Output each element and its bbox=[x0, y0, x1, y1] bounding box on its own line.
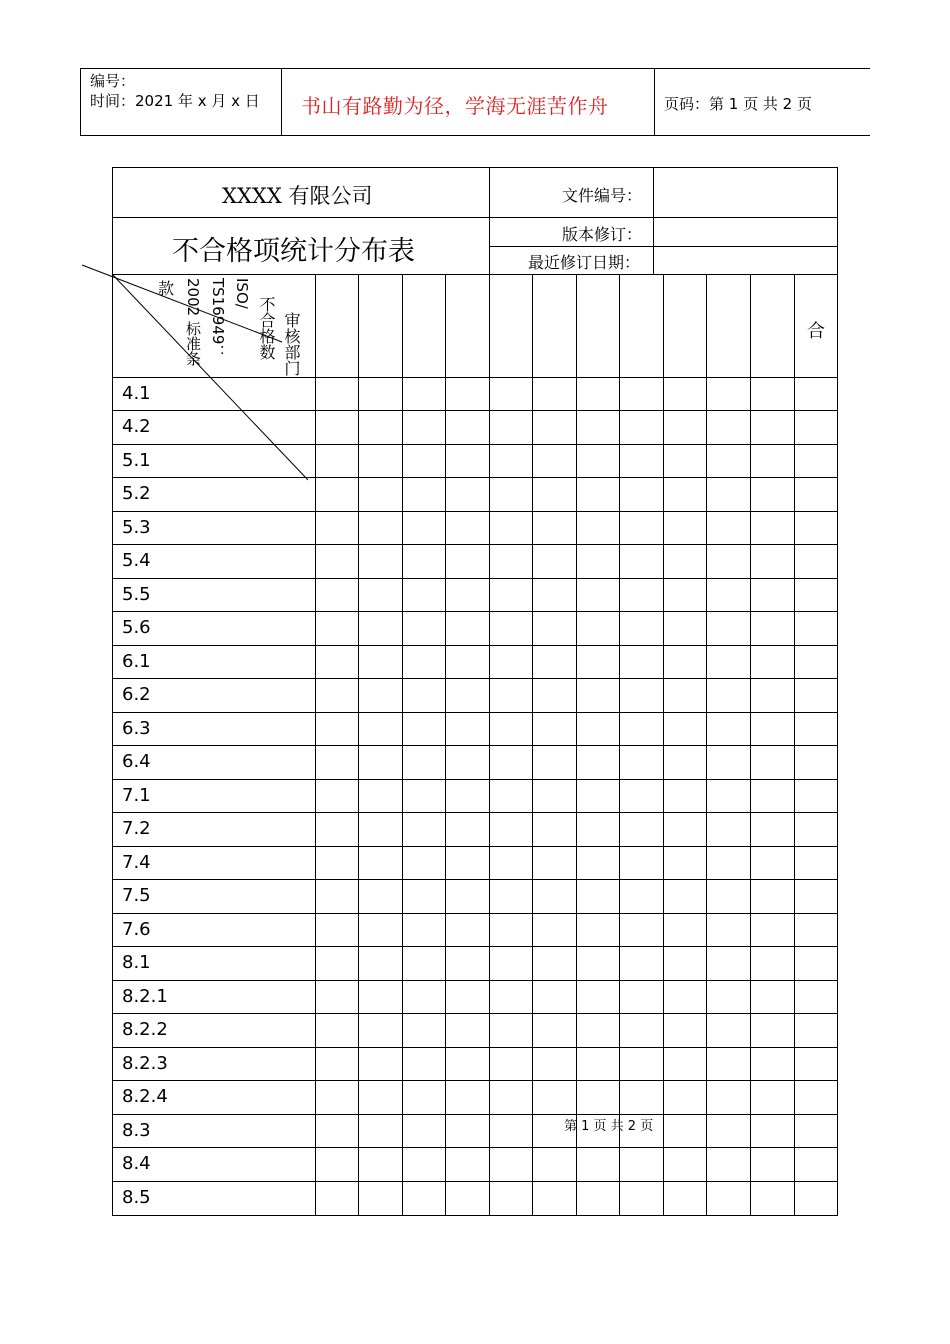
footer-page-number: 第 1 页 共 2 页 bbox=[564, 1119, 654, 1134]
ts-label: TS16949： bbox=[209, 278, 227, 360]
doc-no-label: 文件编号： bbox=[562, 186, 643, 205]
clause-label: 6.3 bbox=[122, 718, 151, 739]
version-label: 版本修订： bbox=[562, 225, 643, 244]
clause-label: 7.1 bbox=[122, 785, 151, 806]
clause-label: 7.5 bbox=[122, 885, 151, 906]
clause-label: 6.4 bbox=[122, 751, 151, 772]
clause-label: 5.5 bbox=[122, 584, 151, 605]
clause-label: 8.3 bbox=[122, 1120, 151, 1141]
clause-label: 5.1 bbox=[122, 450, 151, 471]
clause-label: 7.4 bbox=[122, 852, 151, 873]
serial-label: 编号： bbox=[90, 72, 136, 90]
revision-date-label: 最近修订日期： bbox=[528, 253, 641, 272]
clause-label: 5.3 bbox=[122, 517, 151, 538]
page-info: 页码：第 1 页 共 2 页 bbox=[664, 95, 812, 113]
clause-label: 8.2.2 bbox=[122, 1019, 168, 1040]
clause-label: 5.6 bbox=[122, 617, 151, 638]
clause-label: 8.2.3 bbox=[122, 1053, 168, 1074]
clause-label: 4.2 bbox=[122, 416, 151, 437]
audit-dept-label: 审核部门 bbox=[282, 312, 301, 376]
clause-label: 8.5 bbox=[122, 1187, 151, 1208]
clause-label: 5.4 bbox=[122, 550, 151, 571]
kuan-label: 款 bbox=[158, 279, 175, 298]
clause-label: 7.6 bbox=[122, 919, 151, 940]
motto: 书山有路勤为径，学海无涯苦作舟 bbox=[301, 94, 609, 118]
clause-label: 8.2.1 bbox=[122, 986, 168, 1007]
clause-label: 8.1 bbox=[122, 952, 151, 973]
clause-label: 6.1 bbox=[122, 651, 151, 672]
clause-label: 4.1 bbox=[122, 383, 151, 404]
time-label: 时间：2021 年 x 月 x 日 bbox=[90, 92, 260, 110]
clause-label: 8.4 bbox=[122, 1153, 151, 1174]
nonconform-count-label: 不合格数 bbox=[257, 296, 276, 360]
clause-label: 5.2 bbox=[122, 483, 151, 504]
iso-label: ISO/ bbox=[233, 278, 251, 309]
total-header: 合 bbox=[807, 321, 825, 342]
clause-label: 8.2.4 bbox=[122, 1086, 168, 1107]
form-title: 不合格项统计分布表 bbox=[172, 236, 415, 267]
std-label: 2002 标准条 bbox=[184, 278, 202, 366]
clause-label: 7.2 bbox=[122, 818, 151, 839]
company-name: XXXX 有限公司 bbox=[222, 184, 373, 208]
clause-label: 6.2 bbox=[122, 684, 151, 705]
